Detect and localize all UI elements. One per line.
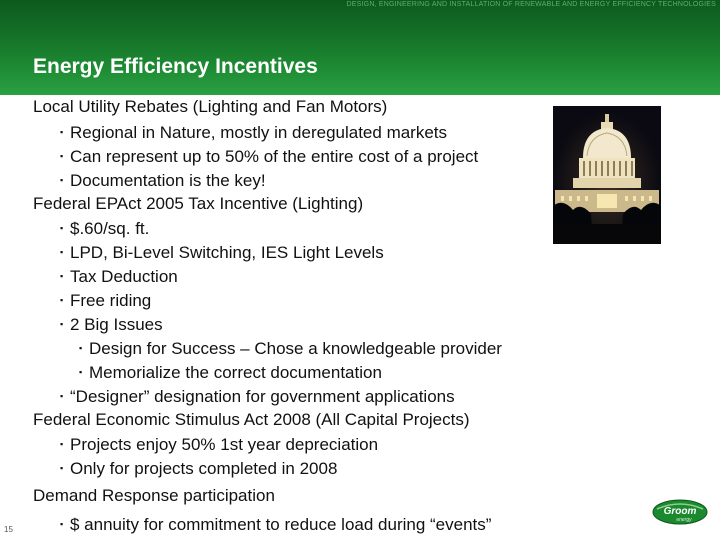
bullet-icon: ▪: [60, 463, 64, 473]
bullet-icon: ▪: [60, 519, 64, 529]
bullet-icon: ▪: [60, 439, 64, 449]
bullet-line: ▪ Can represent up to 50% of the entire cost of a project: [60, 147, 479, 166]
bullet-line: ▪ Only for projects completed in 2008: [60, 459, 338, 478]
bullet-icon: ▪: [60, 175, 64, 185]
bullet-line: ▪ 2 Big Issues: [60, 315, 163, 334]
svg-text:Groom: Groom: [663, 506, 697, 517]
bullet-line: ▪ Regional in Nature, mostly in deregulated markets: [60, 123, 448, 142]
bullet-icon: ▪: [60, 391, 64, 401]
bullet-icon: ▪: [60, 319, 64, 329]
bullet-line: Demand Response participation: [33, 486, 275, 505]
bullet-line: ▪ Documentation is the key!: [60, 171, 266, 190]
svg-text:energy: energy: [676, 517, 692, 523]
bullet-line: ▪ Projects enjoy 50% 1st year depreciation: [60, 435, 379, 454]
company-tagline: DESIGN, ENGINEERING AND INSTALLATION OF RENEWABLE AND ENERGY EFFICIENCY TECHNOLOGIES: [346, 1, 716, 8]
bullet-line: ▪ LPD, Bi-Level Switching, IES Light Levels: [60, 243, 384, 262]
bullet-icon: ▪: [79, 367, 83, 377]
slide-title: Energy Efficiency Incentives: [33, 55, 318, 78]
bullet-line: ▪ Free riding: [60, 291, 152, 310]
header-banner: [0, 0, 720, 95]
bullet-line: Local Utility Rebates (Lighting and Fan Motors): [33, 97, 388, 116]
bullet-line: ▪ $.60/sq. ft.: [60, 219, 150, 238]
bullet-line: ▪ Memorialize the correct documentation: [79, 363, 382, 382]
bullet-line: ▪ $ annuity for commitment to reduce load during “events”: [60, 515, 492, 534]
bullet-icon: ▪: [60, 223, 64, 233]
capitol-photo: [553, 106, 661, 244]
bullet-icon: ▪: [60, 295, 64, 305]
page-number: 15: [4, 525, 13, 534]
bullet-line: Federal Economic Stimulus Act 2008 (All Capital Projects): [33, 410, 470, 429]
bullet-icon: ▪: [60, 247, 64, 257]
bullet-line: ▪ Design for Success – Chose a knowledgeable provider: [79, 339, 502, 358]
bullet-icon: ▪: [60, 151, 64, 161]
bullet-icon: ▪: [60, 271, 64, 281]
bullet-icon: ▪: [79, 343, 83, 353]
bullet-line: ▪ “Designer” designation for government applications: [60, 387, 455, 406]
bullet-line: ▪ Tax Deduction: [60, 267, 178, 286]
groom-energy-logo: [651, 497, 709, 527]
bullet-icon: ▪: [60, 127, 64, 137]
bullet-line: Federal EPAct 2005 Tax Incentive (Lighting): [33, 194, 364, 213]
